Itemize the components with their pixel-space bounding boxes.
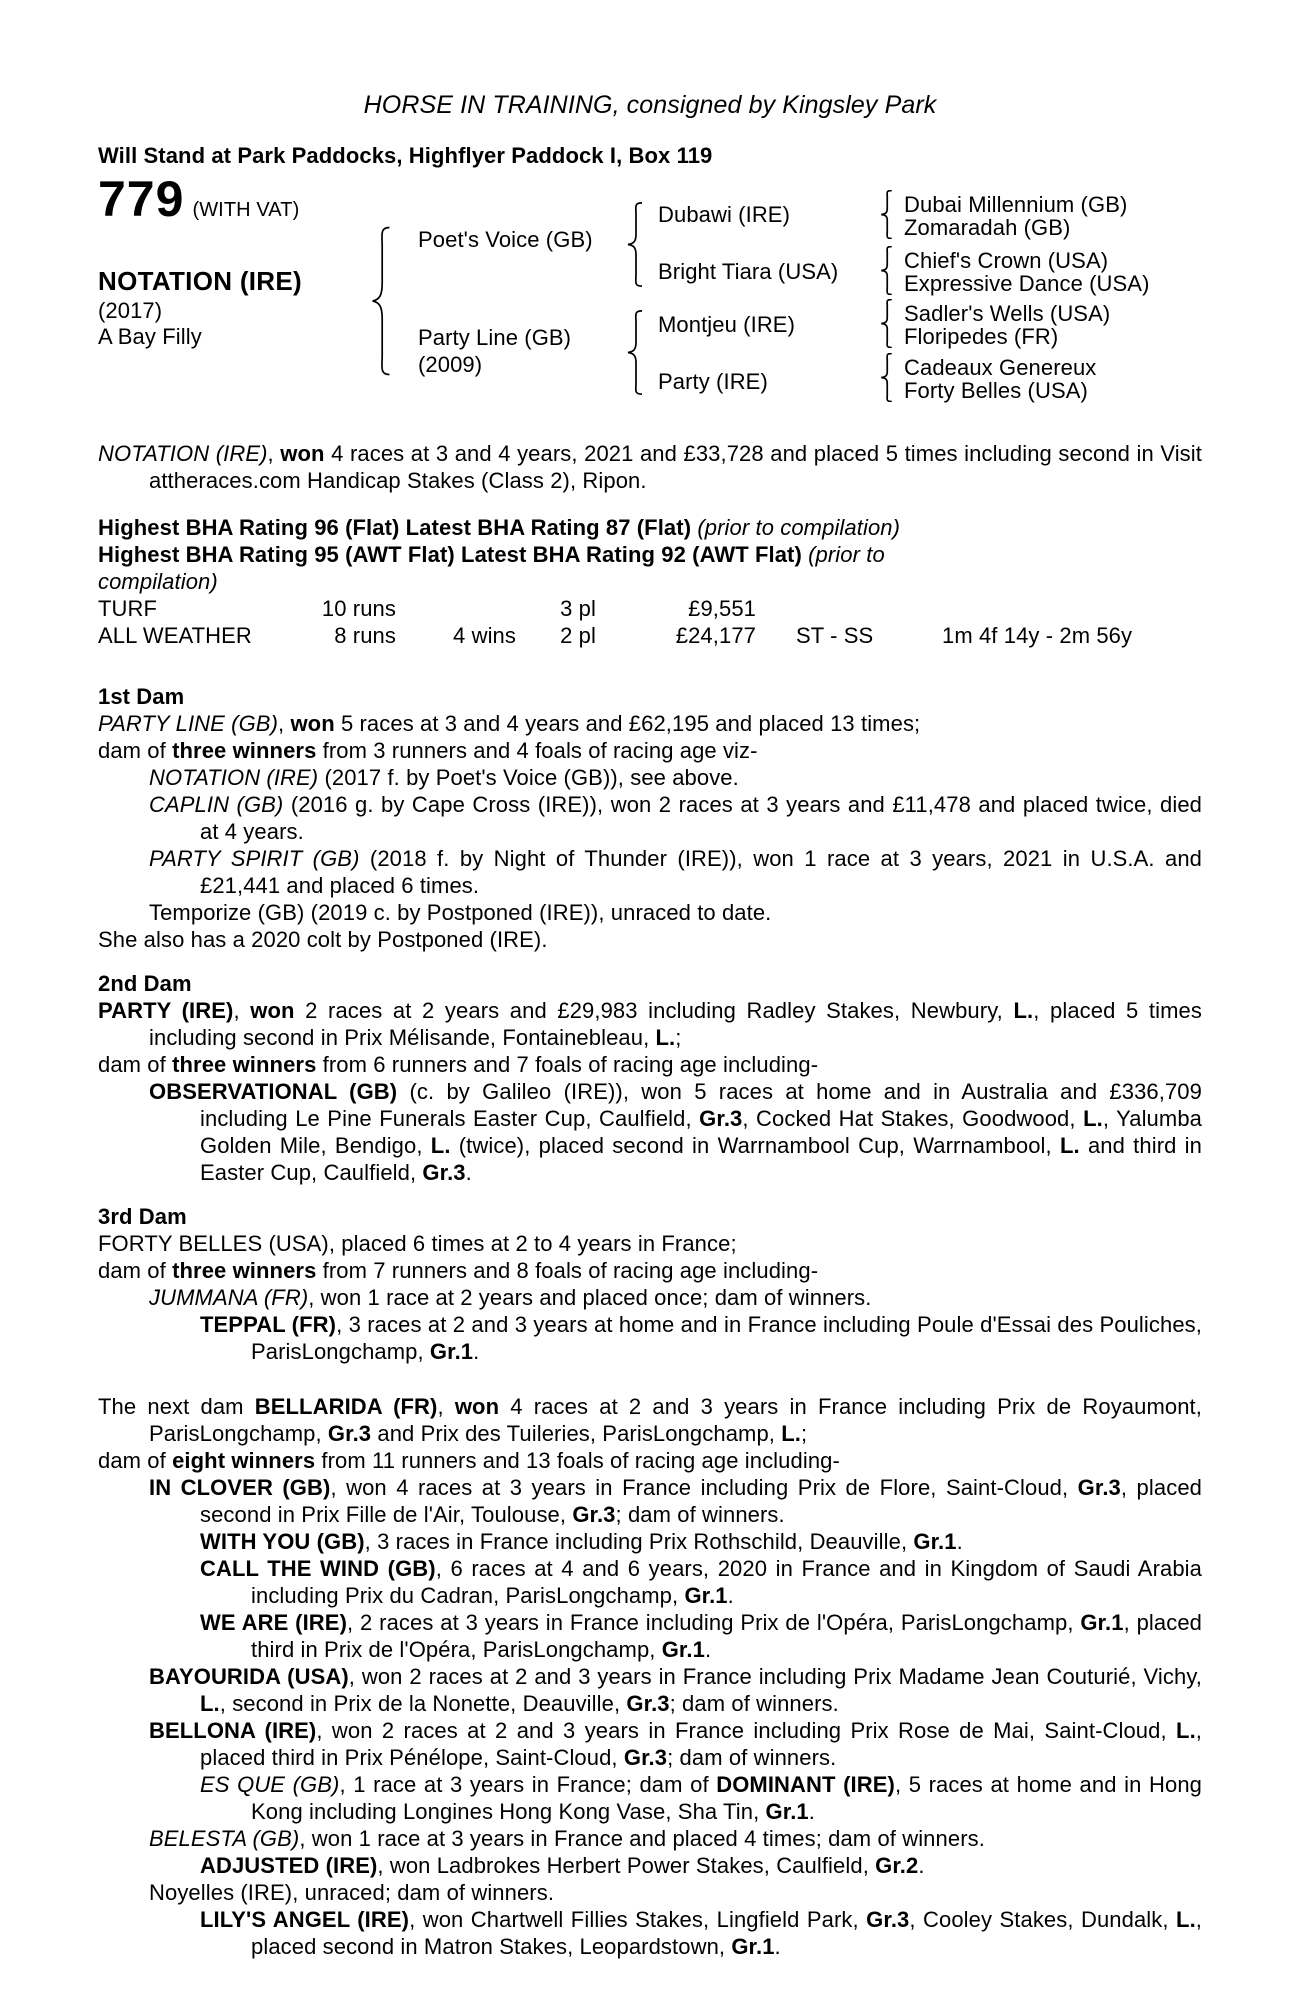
stats-cell-runs: 8 runs	[334, 623, 396, 648]
text-segment: IN CLOVER (GB)	[149, 1475, 331, 1500]
pedigree-gen3-name: Forty Belles (USA)	[904, 378, 1088, 403]
text-segment: Gr.3	[572, 1502, 616, 1527]
text-segment: , won 2 races at 2 and 3 years in France including Prix Rose de Mai, Saint-Cloud,	[316, 1718, 1177, 1743]
pedigree-brace-icon	[879, 353, 894, 402]
horse-name: NOTATION (IRE)	[98, 266, 302, 296]
pedigree-brace-icon	[879, 299, 894, 348]
pedigree-brace-icon	[879, 190, 894, 239]
text-segment: PARTY LINE (GB)	[98, 711, 278, 736]
section-heading: 2nd Dam	[98, 971, 192, 996]
page-title: HORSE IN TRAINING, consigned by Kingsley Park	[363, 91, 937, 119]
text-segment: .	[704, 1637, 712, 1662]
text-segment: L.	[1083, 1106, 1103, 1131]
text-segment: L.	[655, 1025, 676, 1050]
stats-cell-runs: 10 runs	[321, 596, 396, 621]
text-segment: ,	[233, 998, 251, 1023]
paragraph	[98, 1717, 1202, 1771]
bha-ratings	[98, 514, 1202, 595]
text-segment: ; dam of winners.	[615, 1502, 785, 1527]
pedigree-gen3-name: Dubai Millennium (GB)	[904, 192, 1128, 217]
text-segment: (prior to compilation)	[691, 515, 901, 540]
text-segment: (c. by Galileo (IRE)), won 5 races at home and in Australia and £336,709 including Le Pine Funerals Easter Cup, Caulfield,	[200, 1079, 1202, 1131]
pedigree-gen2-name: Dubawi (IRE)	[658, 202, 791, 227]
text-segment: , 2 races at 3 years in France including Prix de l'Opéra, ParisLongchamp,	[347, 1610, 1081, 1635]
text-segment: eight winners	[172, 1448, 316, 1473]
text-segment: from 6 runners and 7 foals of racing age including-	[316, 1052, 819, 1077]
text-segment: (2018 f. by Night of Thunder (IRE)), won 1 race at 3 years, 2021 in U.S.A. and £21,441 and placed 6 times.	[200, 846, 1203, 898]
pedigree-brace-icon	[369, 226, 393, 376]
paragraph	[98, 1230, 1202, 1257]
stats-cell-places: 2 pl	[560, 623, 596, 648]
text-segment: , placed third in Prix Pénélope, Saint-Cloud,	[200, 1718, 1203, 1770]
paragraph	[98, 1051, 1202, 1078]
text-segment: BELESTA (GB)	[149, 1826, 300, 1851]
pedigree-block	[98, 171, 1202, 403]
paragraph	[98, 737, 1202, 764]
paragraph	[98, 1771, 1202, 1825]
text-segment: Gr.3	[866, 1907, 910, 1932]
pedigree-brace-icon	[625, 310, 645, 395]
text-segment: from 11 runners and 13 foals of racing age including-	[315, 1448, 840, 1473]
text-segment: L.	[1059, 1133, 1080, 1158]
paragraph	[98, 899, 1202, 926]
horse-description: A Bay Filly	[98, 324, 202, 349]
lot-number: 779	[98, 171, 185, 227]
pedigree-section	[98, 683, 1202, 953]
pedigree-gen3-name: Cadeaux Genereux	[904, 355, 1097, 380]
stats-cell-wins: 4 wins	[453, 623, 516, 648]
text-segment: PARTY (IRE)	[98, 998, 234, 1023]
text-segment: ,	[437, 1394, 455, 1419]
text-segment: (twice), placed second in Warrnambool Cup, Warrnambool,	[450, 1133, 1060, 1158]
text-segment: Noyelles (IRE), unraced; dam of winners.	[149, 1880, 555, 1905]
text-segment: Gr.1	[684, 1583, 728, 1608]
text-segment: , won 1 race at 2 years and placed once; dam of winners.	[308, 1285, 872, 1310]
paragraph	[98, 845, 1202, 899]
text-segment: , 5 races at home and in Hong Kong including Longines Hong Kong Vase, Sha Tin,	[251, 1772, 1202, 1824]
text-segment: .	[918, 1853, 925, 1878]
text-segment: .	[808, 1799, 815, 1824]
text-segment: , won 2 races at 2 and 3 years in France including Prix Madame Jean Couturié, Vichy,	[348, 1664, 1202, 1689]
text-segment: The next dam	[98, 1394, 255, 1419]
text-segment: Gr.1	[765, 1799, 809, 1824]
text-segment: , 3 races at 2 and 3 years at home and in France including Poule d'Essai des Pouliches, ParisLongchamp,	[251, 1312, 1202, 1364]
stats-cell-codes: ST - SS	[796, 623, 874, 648]
text-segment: ; dam of winners.	[669, 1691, 839, 1716]
text-segment: , 6 races at 4 and 6 years, 2020 in France and in Kingdom of Saudi Arabia including Prix du Cadran, ParisLongchamp,	[251, 1556, 1202, 1608]
text-segment: Gr.3	[623, 1745, 668, 1770]
lot-row	[98, 171, 300, 227]
paragraph	[98, 568, 1202, 595]
text-segment: , 3 races in France including Prix Rothschild, Deauville,	[364, 1529, 914, 1554]
text-segment: 2 races at 2 years and £29,983 including Radley Stakes, Newbury,	[294, 998, 1014, 1023]
text-segment: She also has a 2020 colt by Postponed (IRE).	[98, 927, 548, 952]
stats-cell-wins	[396, 595, 516, 622]
pedigree-gen2-name: Bright Tiara (USA)	[658, 259, 839, 284]
text-segment: three winners	[172, 1258, 317, 1283]
paragraph	[98, 514, 1202, 541]
text-segment: .	[473, 1339, 480, 1364]
stand-location-line: Will Stand at Park Paddocks, Highflyer Paddock I, Box 119	[98, 143, 713, 168]
paragraph	[98, 1609, 1202, 1663]
stats-cell-places: 3 pl	[560, 596, 596, 621]
text-segment: .	[774, 1934, 781, 1959]
paragraph	[98, 1852, 1202, 1879]
text-segment: Gr.3	[327, 1421, 372, 1446]
text-segment: BELLARIDA (FR)	[254, 1394, 438, 1419]
pedigree-gen3-name: Floripedes (FR)	[904, 324, 1059, 349]
text-segment: dam of	[98, 1448, 173, 1473]
paragraph	[98, 1447, 1202, 1474]
text-segment: .	[956, 1529, 963, 1554]
text-segment: Gr.1	[429, 1339, 474, 1364]
pedigree-section	[98, 1393, 1202, 1960]
text-segment: Highest BHA Rating 96 (Flat) Latest BHA Rating 87 (Flat)	[98, 515, 692, 540]
text-segment: L.	[781, 1421, 801, 1446]
text-segment: NOTATION (IRE)	[98, 441, 268, 466]
paragraph	[98, 1078, 1202, 1186]
text-segment: Gr.1	[1080, 1610, 1124, 1635]
text-segment: TEPPAL (FR)	[200, 1312, 337, 1337]
text-segment: , won 4 races at 3 years in France including Prix de Flore, Saint-Cloud,	[330, 1475, 1078, 1500]
text-segment: WE ARE (IRE)	[200, 1610, 347, 1635]
pedigree-section	[98, 1203, 1202, 1365]
text-segment: NOTATION (IRE)	[149, 765, 319, 790]
text-segment: , Cooley Stakes, Dundalk,	[909, 1907, 1177, 1932]
text-segment: Gr.3	[626, 1691, 670, 1716]
text-segment: won	[250, 998, 295, 1023]
text-segment: dam of	[98, 1258, 173, 1283]
paragraph	[98, 926, 1202, 953]
pedigree-brace-icon	[879, 246, 894, 295]
text-segment: L.	[1176, 1907, 1196, 1932]
text-segment: CALL THE WIND (GB)	[200, 1556, 436, 1581]
text-segment: , placed second in Prix Fille de l'Air, Toulouse,	[200, 1475, 1202, 1527]
text-segment: Gr.1	[913, 1529, 957, 1554]
paragraph	[98, 1825, 1202, 1852]
paragraph	[98, 1257, 1202, 1284]
text-segment: three winners	[172, 738, 317, 763]
pedigree-section	[98, 970, 1202, 1186]
text-segment: and third in Easter Cup, Caulfield,	[200, 1133, 1202, 1185]
stats-row	[98, 595, 1202, 622]
stats-cell-earnings: £24,177	[675, 623, 756, 648]
text-segment: 5 races at 3 and 4 years and £62,195 and placed 13 times;	[334, 711, 921, 736]
paragraph	[98, 1393, 1202, 1447]
stats-cell-surface: ALL WEATHER	[98, 623, 252, 648]
text-segment: from 7 runners and 8 foals of racing age including-	[316, 1258, 819, 1283]
section-heading: 1st Dam	[98, 684, 185, 709]
text-segment: .	[465, 1160, 472, 1185]
text-segment: L.	[200, 1691, 220, 1716]
stats-cell-surface: TURF	[98, 596, 158, 621]
text-segment: LILY'S ANGEL (IRE)	[200, 1907, 410, 1932]
text-segment: and Prix des Tuileries, ParisLongchamp,	[371, 1421, 782, 1446]
pedigree-gen3-name: Sadler's Wells (USA)	[904, 301, 1111, 326]
text-segment: Gr.3	[699, 1106, 743, 1131]
text-segment: WITH YOU (GB)	[200, 1529, 365, 1554]
pedigree-dam-name: Party Line (GB)	[418, 325, 572, 350]
text-segment: , second in Prix de la Nonette, Deauville,	[219, 1691, 627, 1716]
text-segment: DOMINANT (IRE)	[716, 1772, 895, 1797]
section-heading: 3rd Dam	[98, 1204, 187, 1229]
race-record	[98, 440, 1202, 494]
text-segment: won	[454, 1394, 500, 1419]
stats-cell-distances: 1m 4f 14y - 2m 56y	[942, 623, 1133, 648]
text-segment: Temporize (GB) (2019 c. by Postponed (IRE)), unraced to date.	[149, 900, 772, 925]
text-segment: (2017 f. by Poet's Voice (GB)), see above.	[318, 765, 739, 790]
text-segment: PARTY SPIRIT (GB)	[149, 846, 360, 871]
paragraph	[98, 1474, 1202, 1528]
pedigree-gen2-name: Party (IRE)	[658, 369, 768, 394]
text-segment: JUMMANA (FR)	[149, 1285, 309, 1310]
text-segment: Gr.1	[731, 1934, 775, 1959]
paragraph	[98, 541, 1202, 568]
text-segment: ,	[278, 711, 291, 736]
paragraph	[98, 1528, 1202, 1555]
text-segment: dam of	[98, 1052, 173, 1077]
paragraph	[98, 440, 1202, 494]
text-segment: , won Chartwell Fillies Stakes, Lingfield Park,	[409, 1907, 867, 1932]
paragraph	[98, 1879, 1202, 1906]
paragraph	[98, 710, 1202, 737]
text-segment: CAPLIN (GB)	[149, 792, 284, 817]
text-segment: FORTY BELLES (USA), placed 6 times at 2 to 4 years in France;	[98, 1231, 737, 1256]
text-segment: 4 races at 3 and 4 years, 2021 and £33,728 and placed 5 times including second in Visit attheraces.com Handicap Stakes (Class 2), Ripon.	[149, 441, 1202, 493]
text-segment: , placed third in Prix de l'Opéra, ParisLongchamp,	[251, 1610, 1203, 1662]
pedigree-dam-year: (2009)	[418, 352, 483, 377]
text-segment: from 3 runners and 4 foals of racing age viz-	[316, 738, 758, 763]
stats-cell-codes	[756, 595, 912, 622]
text-segment: BAYOURIDA (USA)	[149, 1664, 349, 1689]
stats-row	[98, 622, 1202, 649]
pedigree-gen3-name: Zomaradah (GB)	[904, 215, 1071, 240]
text-segment: won	[280, 441, 325, 466]
text-segment: , Cocked Hat Stakes, Goodwood,	[742, 1106, 1084, 1131]
text-segment: ,	[267, 441, 281, 466]
pedigree-sire-name: Poet's Voice (GB)	[418, 227, 593, 252]
horse-birth-year: (2017)	[98, 298, 163, 323]
pedigree-gen3-name: Expressive Dance (USA)	[904, 271, 1150, 296]
text-segment: L.	[1176, 1718, 1196, 1743]
pedigree-sections	[98, 683, 1202, 1960]
text-segment: OBSERVATIONAL (GB)	[149, 1079, 398, 1104]
text-segment: BELLONA (IRE)	[149, 1718, 317, 1743]
text-segment: , placed 5 times including second in Prix Mélisande, Fontainebleau,	[149, 998, 1202, 1050]
text-segment: Highest BHA Rating 95 (AWT Flat) Latest BHA Rating 92 (AWT Flat)	[98, 542, 802, 567]
paragraph	[98, 1663, 1202, 1717]
text-segment: Gr.3	[1077, 1475, 1121, 1500]
stats-cell-earnings: £9,551	[688, 596, 756, 621]
text-segment: ES QUE (GB)	[200, 1772, 340, 1797]
text-segment: ADJUSTED (IRE)	[200, 1853, 378, 1878]
text-segment: three winners	[172, 1052, 317, 1077]
text-segment: ;	[801, 1421, 808, 1446]
paragraph	[98, 791, 1202, 845]
text-segment: Gr.1	[661, 1637, 705, 1662]
text-segment: , won Ladbrokes Herbert Power Stakes, Caulfield,	[377, 1853, 876, 1878]
text-segment: , Yalumba Golden Mile, Bendigo,	[200, 1106, 1202, 1158]
paragraph	[98, 997, 1202, 1051]
text-segment: (2016 g. by Cape Cross (IRE)), won 2 races at 3 years and £11,478 and placed twice, died at 4 years.	[200, 792, 1203, 844]
stats-table	[98, 595, 1202, 649]
stats-cell-distances	[912, 595, 1202, 622]
paragraph	[98, 764, 1202, 791]
pedigree-brace-icon	[625, 202, 645, 287]
text-segment: Gr.2	[875, 1853, 919, 1878]
text-segment: Gr.3	[422, 1160, 466, 1185]
text-segment: won	[290, 711, 335, 736]
pedigree-gen3-name: Chief's Crown (USA)	[904, 248, 1109, 273]
text-segment: dam of	[98, 738, 173, 763]
paragraph	[98, 1555, 1202, 1609]
paragraph	[98, 1284, 1202, 1311]
text-segment: .	[727, 1583, 734, 1608]
vat-note: (WITH VAT)	[192, 199, 300, 221]
text-segment: L.	[430, 1133, 451, 1158]
text-segment: L.	[1013, 998, 1034, 1023]
text-segment: , won 1 race at 3 years in France and placed 4 times; dam of winners.	[299, 1826, 985, 1851]
pedigree-gen2-name: Montjeu (IRE)	[658, 312, 796, 337]
text-segment: (prior to	[801, 542, 885, 567]
text-segment: ; dam of winners.	[667, 1745, 837, 1770]
text-segment: compilation)	[98, 569, 218, 594]
text-segment: ;	[675, 1025, 682, 1050]
paragraph	[98, 1311, 1202, 1365]
text-segment: , placed second in Matron Stakes, Leopardstown,	[251, 1907, 1203, 1959]
text-segment: , 1 race at 3 years in France; dam of	[339, 1772, 717, 1797]
text-segment: 4 races at 2 and 3 years in France including Prix de Royaumont, ParisLongchamp,	[149, 1394, 1202, 1446]
paragraph	[98, 1906, 1202, 1960]
